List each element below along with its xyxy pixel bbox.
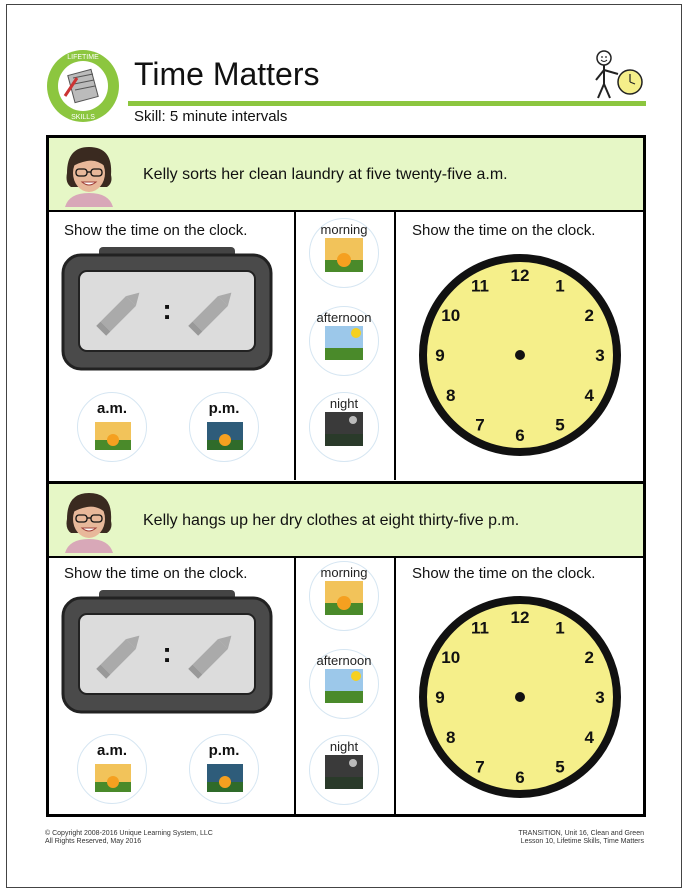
clock-center-dot [515,692,525,702]
svg-text:LIFETIME: LIFETIME [67,54,99,61]
pm-option-2[interactable] [189,734,259,804]
afternoon-option-1[interactable] [307,306,381,384]
clock-number: 9 [435,688,445,707]
clock-number: 12 [510,608,530,627]
clock-number: 1 [555,276,565,296]
am-option-1[interactable] [77,392,147,462]
column-divider [394,556,396,814]
morning-label: morning [320,565,368,580]
am-option-2[interactable] [77,734,147,804]
night-icon [325,755,363,789]
pm-label: p.m. [208,742,240,759]
afternoon-option-2[interactable] [307,649,381,727]
afternoon-label: afternoon [316,310,372,325]
clock-number: 3 [595,346,605,365]
afternoon-icon [325,669,363,703]
column-divider [294,556,296,814]
clock-number: 10 [441,648,461,667]
kelly-avatar [57,143,121,207]
page-title: Time Matters [134,56,320,92]
sunrise-icon [95,764,131,792]
night-option-1[interactable] [307,392,381,470]
clock-number: 5 [555,415,565,435]
footer-copyright: © Copyright 2008-2016 Unique Learning System, LLC All Rights Reserved, May 2016 [45,830,213,845]
am-label: a.m. [96,742,127,759]
clock-number: 1 [555,618,565,638]
clock-number: 8 [445,728,456,747]
left-instruction-1: Show the time on the clock. [64,222,248,239]
clock-number: 12 [510,266,530,285]
clock-number: 6 [515,768,525,787]
clock-number: 3 [595,688,605,707]
sunset-icon [207,422,243,450]
sunrise-icon [95,422,131,450]
night-label: night [329,739,359,754]
svg-text:SKILLS: SKILLS [71,114,95,121]
sentence-text-1: Kelly sorts her clean laundry at five twenty-five a.m. [143,166,508,183]
digital-clock-2[interactable] [61,590,273,714]
morning-icon [325,238,363,272]
clock-number: 6 [515,426,525,445]
clock-number: 2 [584,648,595,667]
pm-label: p.m. [208,400,240,417]
clock-number: 8 [445,386,456,405]
digital-clock-1[interactable] [61,247,273,371]
right-instruction-2: Show the time on the clock. [412,565,596,582]
morning-option-1[interactable] [307,218,381,296]
clock-number: 4 [584,386,595,405]
clock-number: 2 [584,306,595,325]
clock-number: 7 [475,415,485,435]
morning-label: morning [320,222,368,237]
skill-subtitle: Skill: 5 minute intervals [134,108,288,125]
am-label: a.m. [96,400,127,417]
night-option-2[interactable] [307,735,381,813]
morning-icon [325,581,363,615]
sentence-text-2: Kelly hangs up her dry clothes at eight thirty-five p.m. [143,512,520,529]
night-label: night [329,396,359,411]
afternoon-label: afternoon [316,653,372,668]
sentence-banner-2 [49,481,643,558]
column-divider [294,212,296,480]
footer-lesson-info: TRANSITION, Unit 16, Clean and Green Lesson 10, Lifetime Skills, Time Matters [518,830,644,845]
clock-number: 5 [555,757,565,777]
clock-number: 11 [471,276,489,296]
stickman-clock-icon [590,46,646,102]
clock-number: 9 [435,346,445,365]
analog-clock-2[interactable] [417,594,623,800]
sentence-banner-1 [49,138,643,212]
clock-number: 7 [475,757,485,777]
column-divider [394,212,396,480]
sunset-icon [207,764,243,792]
digital-separator: : [162,294,172,325]
activity-frame [46,135,646,817]
analog-clock-1[interactable] [417,252,623,458]
clock-number: 10 [441,306,461,325]
lifetime-skills-logo [45,48,121,124]
kelly-avatar [57,489,121,553]
morning-option-2[interactable] [307,561,381,639]
title-rule [128,101,646,106]
pm-option-1[interactable] [189,392,259,462]
night-icon [325,412,363,446]
clock-number: 11 [471,618,489,638]
digital-separator: : [162,637,172,668]
right-instruction-1: Show the time on the clock. [412,222,596,239]
left-instruction-2: Show the time on the clock. [64,565,248,582]
clock-number: 4 [584,728,595,747]
clock-center-dot [515,350,525,360]
afternoon-icon [325,326,363,360]
